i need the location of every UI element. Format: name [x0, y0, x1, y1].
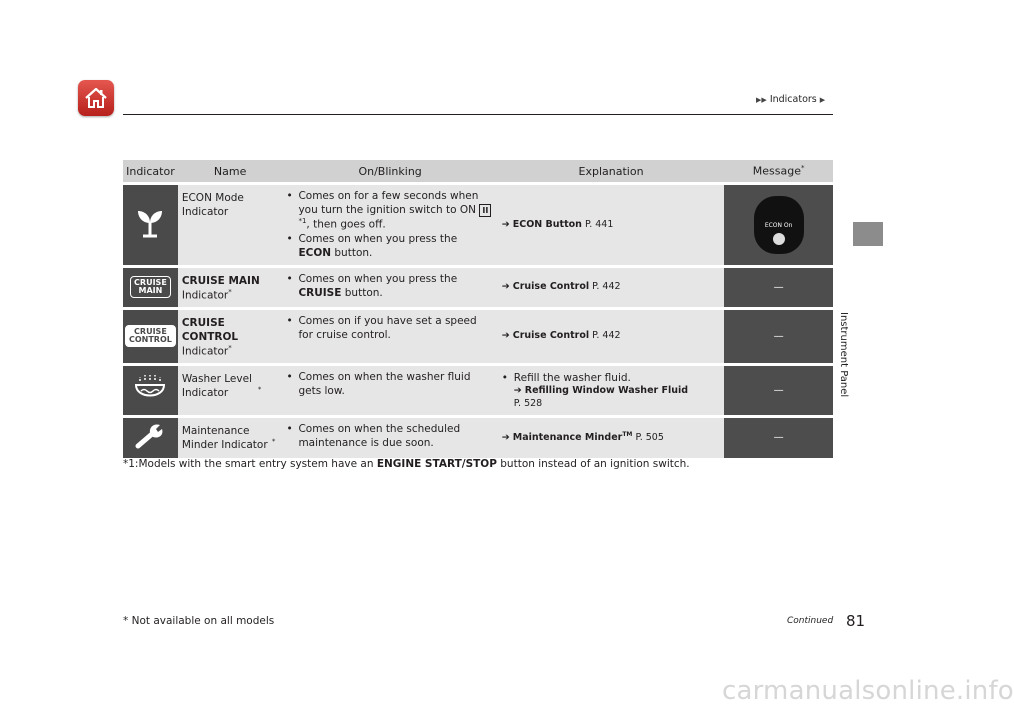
- col-header-message: Message*: [724, 160, 833, 182]
- footnote-availability: * Not available on all models: [123, 615, 275, 627]
- section-tab-label: Instrument Panel: [838, 312, 849, 398]
- list-item: • Comes on when the washer fluid gets low.: [286, 370, 493, 398]
- cross-reference-link[interactable]: ➔ ECON Button P. 441: [501, 218, 614, 230]
- name-cell: CRUISE MAIN Indicator*: [178, 268, 283, 307]
- econ-display-image: ECON On: [754, 196, 804, 254]
- ignition-mode-ii-icon: II: [479, 204, 491, 217]
- leaf-badge-icon: [773, 233, 785, 245]
- page-number: 81: [846, 612, 866, 630]
- cross-reference-link[interactable]: ➔ Refilling Window Washer Fluid P. 528: [513, 385, 689, 409]
- name-cell: CRUISE CONTROL Indicator*: [178, 310, 283, 363]
- breadcrumb-arrow-icon: ▶: [819, 96, 826, 104]
- indicator-cell: [123, 268, 178, 307]
- reference-arrow-icon: ➔: [501, 218, 510, 230]
- footnote-ignition: *1:Models with the smart entry system have an ENGINE START/STOP button instead of an ignition switch.: [123, 458, 690, 470]
- message-cell: —: [724, 418, 833, 458]
- message-cell: —: [724, 310, 833, 363]
- explanation-cell: [498, 268, 725, 307]
- on-blinking-cell: [282, 310, 497, 363]
- message-cell: —: [724, 366, 833, 415]
- list-item: • Comes on when the scheduled maintenance is due soon.: [286, 422, 493, 450]
- list-item: • Comes on when you press the CRUISE button.: [286, 272, 493, 300]
- cruise-main-icon: CRUISE MAIN: [130, 276, 171, 298]
- list-item: • Comes on if you have set a speed for cruise control.: [286, 314, 493, 342]
- message-cell: —: [724, 268, 833, 307]
- section-tab-marker[interactable]: [853, 222, 883, 246]
- cross-reference-link[interactable]: ➔ Maintenance Minder™ P. 505: [501, 430, 664, 443]
- on-blinking-cell: [282, 366, 497, 415]
- list-item: • Comes on when you press the ECON button.: [286, 232, 493, 260]
- watermark: carmanualsonline.info: [722, 676, 1014, 706]
- cruise-control-icon: CRUISE CONTROL: [125, 325, 176, 347]
- explanation-cell: [498, 366, 725, 415]
- table-row: [123, 418, 833, 458]
- indicator-cell: [123, 310, 178, 363]
- home-button[interactable]: [78, 80, 114, 116]
- name-cell: Washer Level Indicator *: [178, 366, 283, 415]
- on-blinking-cell: [282, 418, 497, 458]
- col-header-name: Name: [178, 160, 283, 182]
- indicators-table: [123, 157, 833, 461]
- washer-level-icon: [132, 373, 168, 403]
- col-header-on-blinking: On/Blinking: [282, 160, 497, 182]
- explanation-cell: [498, 418, 725, 458]
- reference-arrow-icon: ➔: [513, 385, 522, 397]
- cross-reference-link[interactable]: ➔ Cruise Control P. 442: [501, 329, 621, 341]
- table-row: [123, 185, 833, 265]
- col-header-explanation: Explanation: [498, 160, 725, 182]
- table-row: [123, 268, 833, 307]
- table-row: [123, 310, 833, 363]
- header-rule: [123, 114, 833, 115]
- breadcrumb-arrow-icon: ▶▶: [756, 96, 767, 104]
- breadcrumb-link-indicators[interactable]: Indicators: [769, 94, 817, 105]
- name-cell: ECON Mode Indicator: [178, 185, 283, 265]
- home-icon: [83, 85, 109, 111]
- list-item: • Refill the washer fluid.: [502, 371, 721, 385]
- reference-arrow-icon: ➔: [501, 281, 510, 293]
- econ-mode-leaf-icon: [133, 206, 167, 240]
- name-cell: Maintenance Minder Indicator *: [178, 418, 283, 458]
- explanation-cell: [498, 185, 725, 265]
- reference-arrow-icon: ➔: [501, 329, 510, 341]
- col-header-indicator: Indicator: [123, 160, 178, 182]
- list-item: • Comes on for a few seconds when you turn the ignition switch to ON II$^{*1}$, then goes off.: [286, 189, 493, 232]
- indicator-cell: [123, 366, 178, 415]
- message-cell: [724, 185, 833, 265]
- reference-arrow-icon: ➔: [501, 431, 510, 443]
- table-header-row: [123, 160, 833, 182]
- breadcrumb: [756, 94, 825, 105]
- cross-reference-link[interactable]: ➔ Cruise Control P. 442: [501, 281, 621, 293]
- indicator-cell: [123, 418, 178, 458]
- on-blinking-cell: [282, 268, 497, 307]
- continued-label: Continued: [787, 616, 834, 626]
- wrench-icon: [133, 421, 167, 451]
- table-row: [123, 366, 833, 415]
- indicator-cell: [123, 185, 178, 265]
- on-blinking-cell: [282, 185, 497, 265]
- explanation-cell: [498, 310, 725, 363]
